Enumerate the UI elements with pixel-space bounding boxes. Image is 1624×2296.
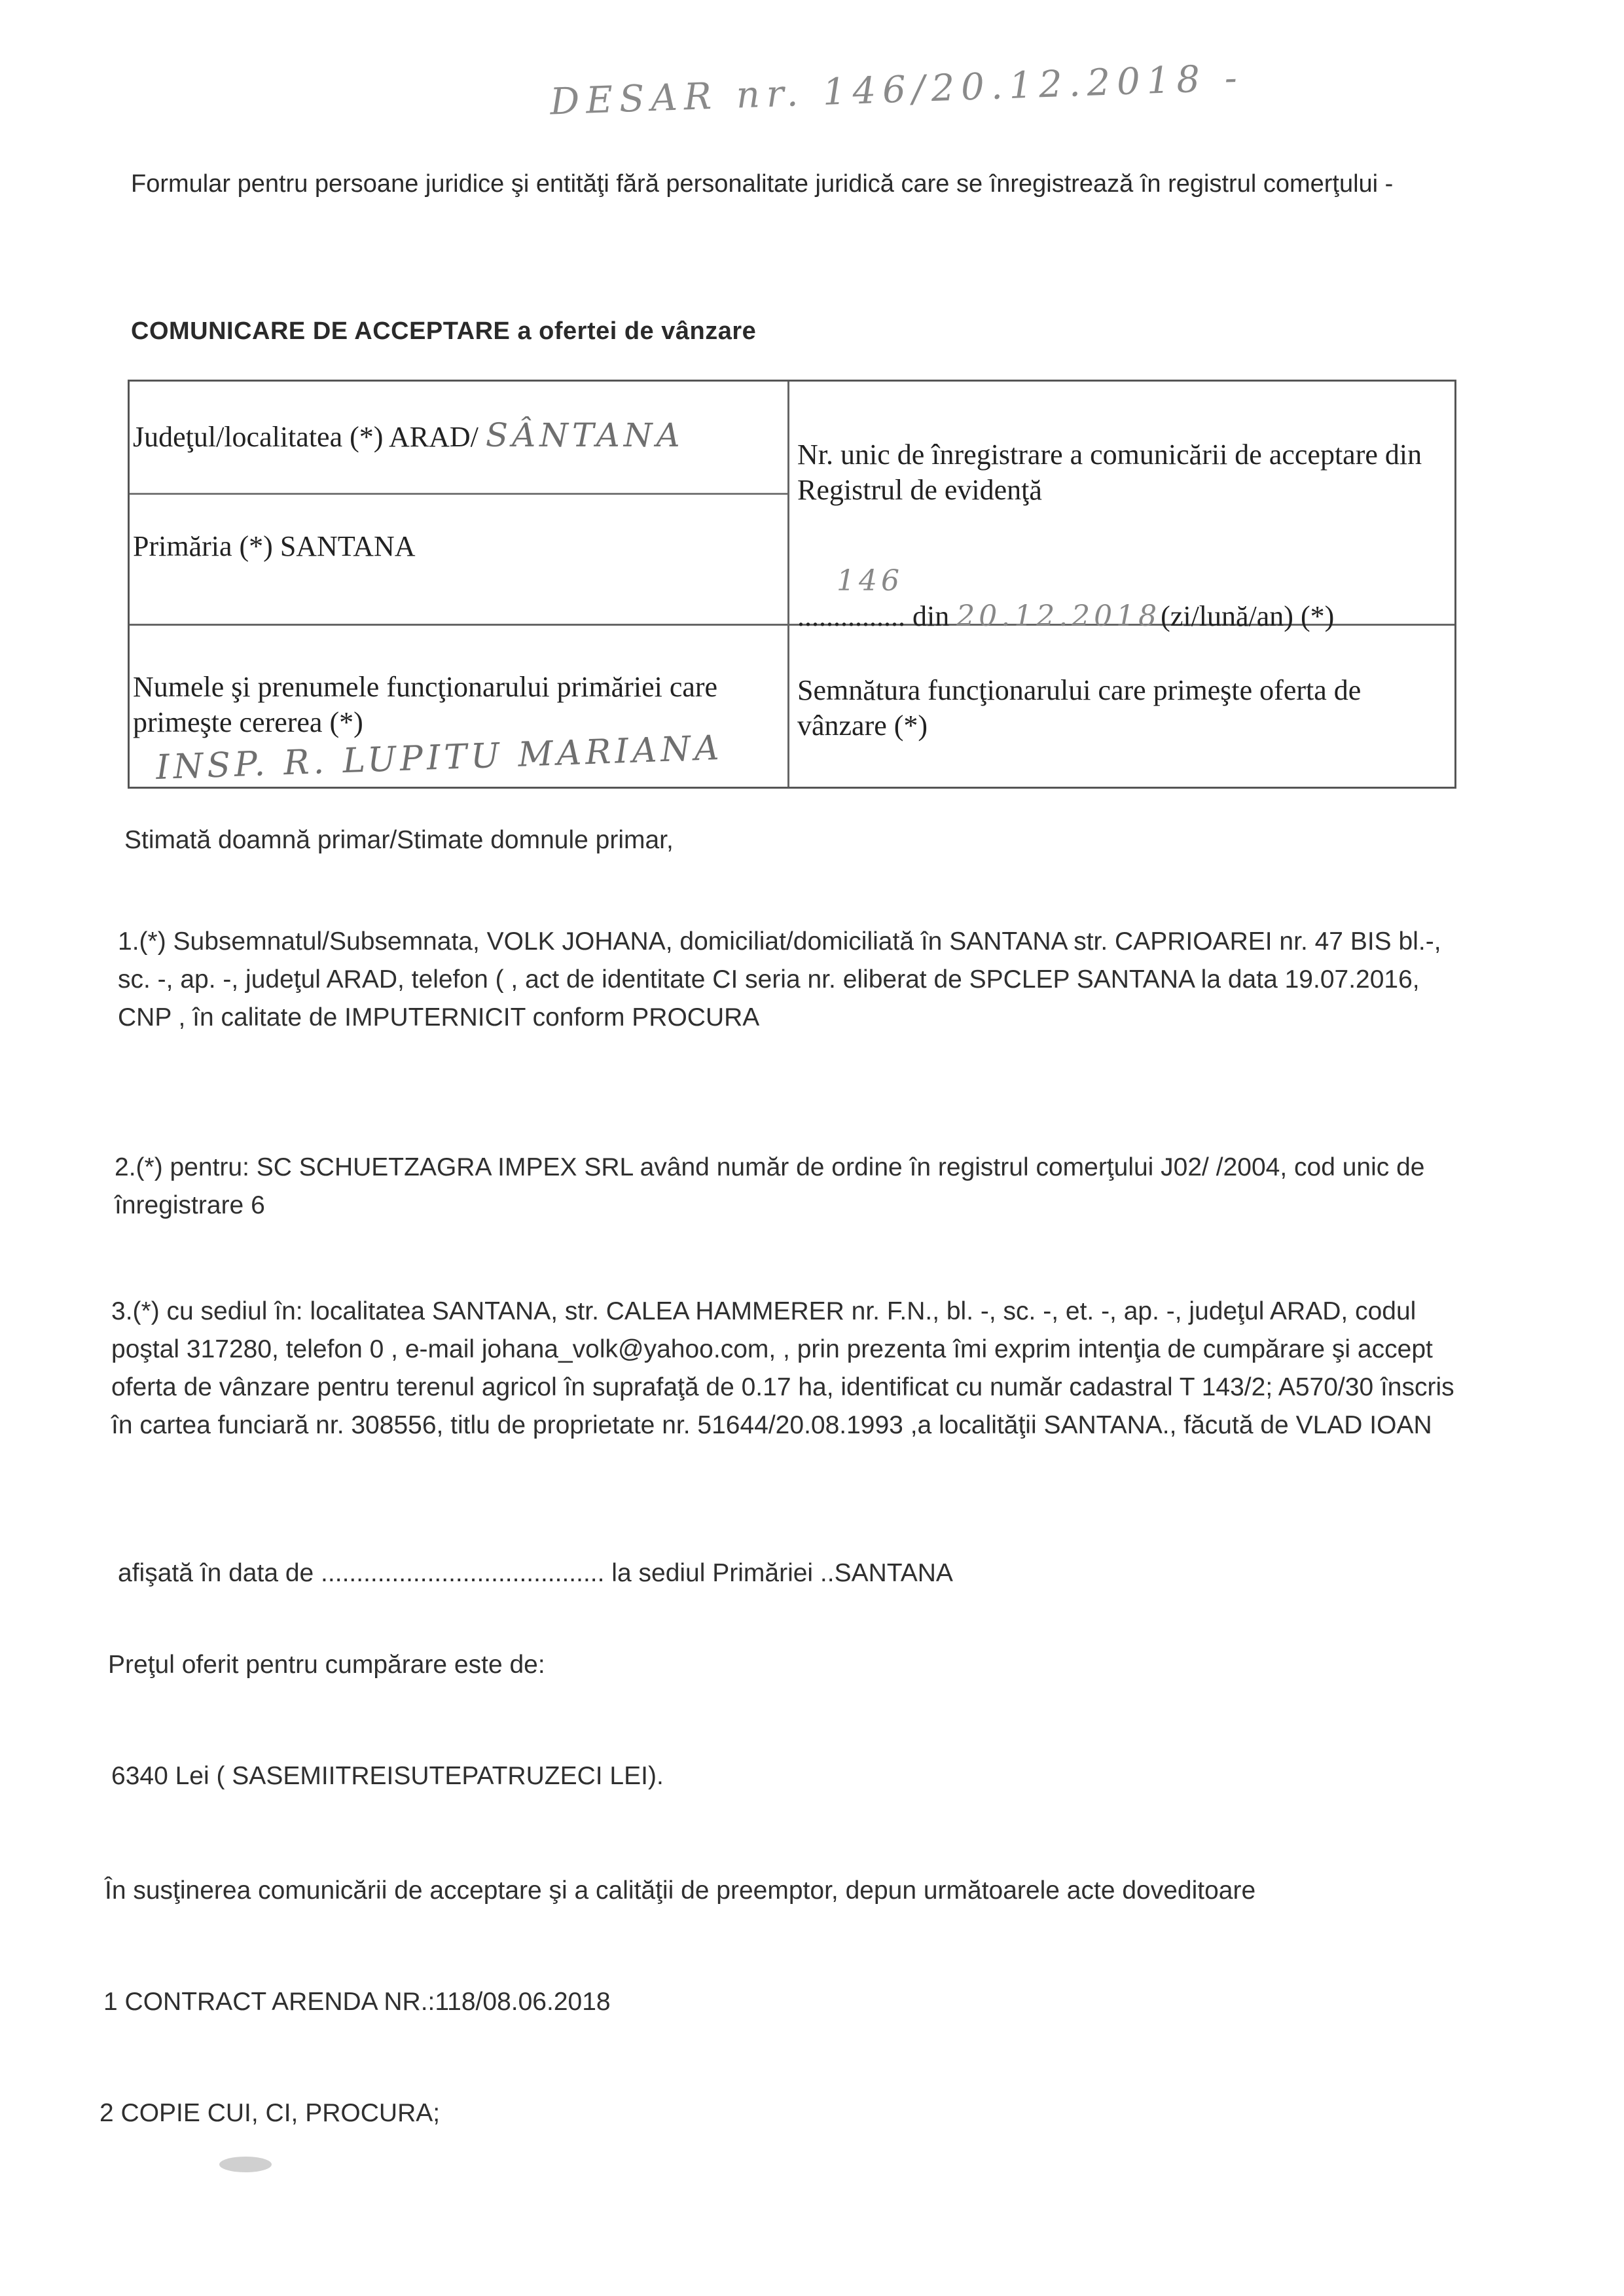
table-divider [130, 493, 787, 495]
handwritten-registration-note: DESAR nr. 146/20.12.2018 - [549, 56, 1244, 124]
posting-date-line: afişată în data de ........................................ la sediul Primăriei ..SANTANA [118, 1559, 953, 1587]
nr-handwritten: 146 [837, 564, 903, 598]
judet-handwritten: SÂNTANA [485, 416, 684, 454]
document-heading [131, 314, 756, 348]
section-3-seat-and-offer: 3.(*) cu sediul în: localitatea SANTANA, str. CALEA HAMMERER nr. F.N., bl. -, sc. -, et. -, ap. -, judeţul ARAD, codul poştal 317280, telefon 0 , e-mail johana_volk@yahoo.com, , prin prezenta îmi exprim intenţia de cumpărare şi accept oferta de vânzare pentru terenul agricol în suprafaţă de 0.17 ha, identificat cu număr cadastral T 143/2; A570/30 înscris în cartea funciară nr. 308556, titlu de proprietate nr. 51644/20.08.1993 ,a localităţii SANTANA., făcută de VLAD IOAN [111, 1297, 1454, 1439]
supporting-doc-2: 2 COPIE CUI, CI, PROCURA; [99, 2099, 441, 2127]
cell-din-date [797, 564, 1452, 634]
cell-primaria: Primăria (*) SANTANA [133, 530, 416, 562]
supporting-doc-1: 1 CONTRACT ARENDA NR.:118/08.06.2018 [103, 1988, 611, 2016]
form-intro-text: Formular pentru persoane juridice şi entităţi fără personalitate juridică care se înregistrează în registrul comerţului - [131, 170, 1394, 198]
supporting-docs-intro: În susţinerea comunicării de acceptare şi a calităţii de preemptor, depun următoarele acte doveditoare [105, 1876, 1256, 1905]
section-2-company: 2.(*) pentru: SC SCHUETZAGRA IMPEX SRL având număr de ordine în registrul comerţului J02/ /2004, cod unic de înregistrare 6 [115, 1153, 1425, 1219]
din-prefix: ............... din [797, 600, 957, 632]
judet-label: Judeţul/localitatea (*) ARAD/ [133, 421, 478, 453]
salutation: Stimată doamnă primar/Stimate domnule primar, [124, 826, 674, 854]
din-suffix: (zi/lună/an) (*) [1161, 600, 1335, 632]
cell-nr-unic: Nr. unic de înregistrare a comunicării de acceptare din Registrul de evidenţă [797, 439, 1422, 506]
heading-main: COMUNICARE DE ACCEPTARE [131, 317, 511, 345]
table-divider [787, 382, 789, 787]
functionar-handwritten-name: INSP. R. LUPITU MARIANA [155, 728, 724, 788]
ink-smudge [219, 2157, 272, 2172]
cell-functionar-name: Numele şi prenumele funcţionarului primăriei care primeşte cererea (*) [133, 671, 718, 738]
cell-semnatura: Semnătura funcţionarului care primeşte oferta de vânzare (*) [797, 674, 1362, 742]
registration-table [128, 380, 1456, 789]
heading-rest: a ofertei de vânzare [510, 317, 757, 345]
din-date-handwritten: 20.12.2018 [956, 600, 1161, 633]
section-1-applicant: 1.(*) Subsemnatul/Subsemnata, VOLK JOHANA, domiciliat/domiciliată în SANTANA str. CAPRIOAREI nr. 47 BIS bl.-, sc. -, ap. -, judeţul ARAD, telefon ( , act de identitate CI seria nr. eliberat de SPCLEP SANTANA la data 19.07.2016, CNP , în calitate de IMPUTERNICIT conform PROCURA [118, 927, 1441, 1031]
cell-judet [133, 418, 781, 455]
price-label: Preţul oferit pentru cumpărare este de: [108, 1651, 545, 1679]
price-value: 6340 Lei ( SASEMIITREISUTEPATRUZECI LEI). [111, 1762, 664, 1790]
